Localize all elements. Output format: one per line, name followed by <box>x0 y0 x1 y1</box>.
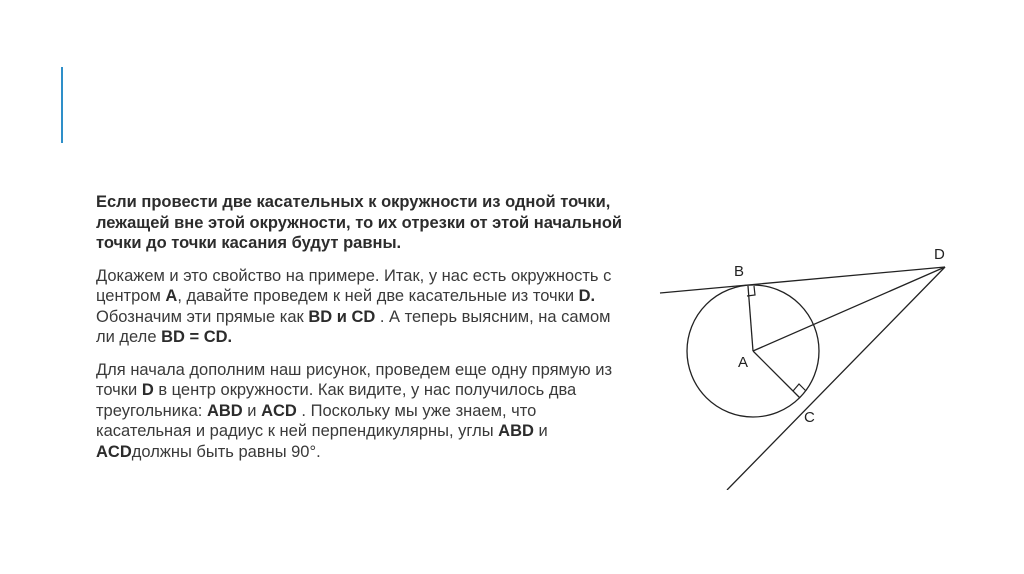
tangent-line-cd <box>727 267 945 490</box>
p2-text-3: и <box>242 401 262 420</box>
p1-text-3: Обозначим эти прямые как <box>96 307 309 326</box>
p2-bold-2: ABD <box>206 401 243 420</box>
tangent-line-bd <box>660 267 945 293</box>
p2-bold-4: ABD <box>498 422 534 440</box>
p2-bold-1: D <box>141 381 154 399</box>
p2-text-6: должны быть равны 90°. <box>131 442 321 461</box>
proof-paragraph-1 <box>96 266 631 348</box>
p2-text-4: . Поскольку мы уже знаем, что касательная и радиус к ней перпендикулярны, углы <box>96 401 537 440</box>
p1-bold-3: BD и CD <box>308 307 376 326</box>
right-angle-mark-c <box>793 384 806 391</box>
label-b: B <box>734 263 745 280</box>
proof-paragraph-2 <box>96 360 631 463</box>
p2-bold-3: ACD <box>261 401 297 420</box>
p1-text-4: . А теперь выясним, на самом ли деле <box>96 307 611 346</box>
p2-text-1: Для начала дополним наш рисунок, проведем еще одну прямую из точки <box>96 360 613 399</box>
theorem-statement: Если провести две касательных к окружности из одной точки, лежащей вне этой окружности, то их отрезки от этой начальной точки до точки касания будут равны. <box>96 193 623 252</box>
p1-bold-1: A <box>165 287 178 305</box>
label-d: D <box>934 246 945 263</box>
p1-bold-2: D. <box>578 287 596 305</box>
p1-text-2: , давайте проведем к ней две касательные из точки <box>177 287 579 305</box>
tangent-diagram <box>650 235 970 490</box>
p1-text-1: Докажем и это свойство на примере. Итак, у нас есть окружность с центром <box>96 266 612 305</box>
line-ad <box>753 267 945 351</box>
p2-bold-5: ACD <box>96 442 132 461</box>
p2-text-5: и <box>533 422 548 440</box>
p2-text-2: в центр окружности. Как видите, у нас получилось два треугольника: <box>96 381 577 420</box>
accent-bar <box>61 67 63 143</box>
label-a: A <box>738 354 749 371</box>
label-c: C <box>804 409 815 426</box>
p1-bold-4: BD = CD. <box>161 328 233 346</box>
slide-text <box>96 192 631 474</box>
